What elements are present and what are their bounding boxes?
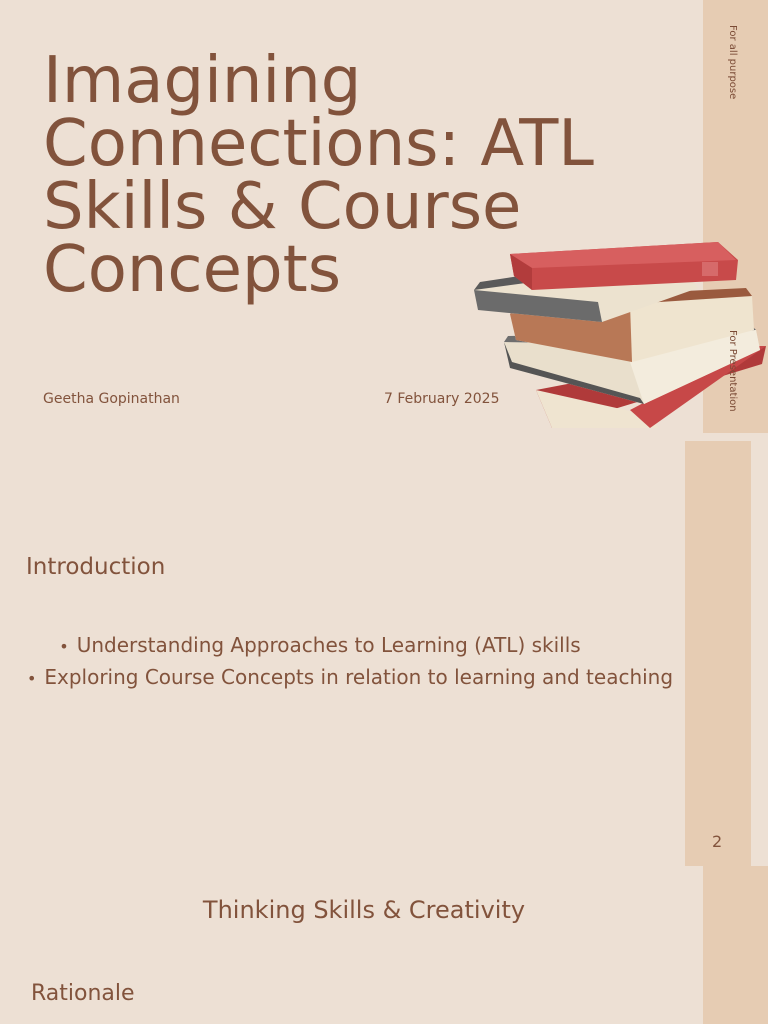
side-label-top: For all purpose	[727, 25, 738, 100]
bullet-dot-icon: •	[26, 669, 37, 688]
introduction-bullets	[20, 630, 710, 694]
bullet-item: • Understanding Approaches to Learning (ATL) skills	[59, 633, 581, 657]
slide3-side-strip	[703, 866, 768, 1024]
page-number: 2	[712, 832, 723, 851]
rationale-heading: Rationale	[31, 981, 135, 1006]
presentation-date: 7 February 2025	[384, 391, 500, 407]
book-top-red	[510, 242, 738, 290]
side-label-bottom: For Presentation	[727, 330, 738, 412]
bullet-item: • Exploring Course Concepts in relation to learning and teaching	[26, 665, 674, 689]
introduction-heading: Introduction	[26, 554, 166, 580]
presentation-title: Imagining Connections: ATL Skills & Course Concepts	[43, 44, 594, 307]
bullet-dot-icon: •	[59, 637, 69, 656]
stack-of-books-image	[470, 238, 768, 438]
author-name: Geetha Gopinathan	[43, 391, 180, 407]
slide3-title: Thinking Skills & Creativity	[202, 896, 526, 924]
